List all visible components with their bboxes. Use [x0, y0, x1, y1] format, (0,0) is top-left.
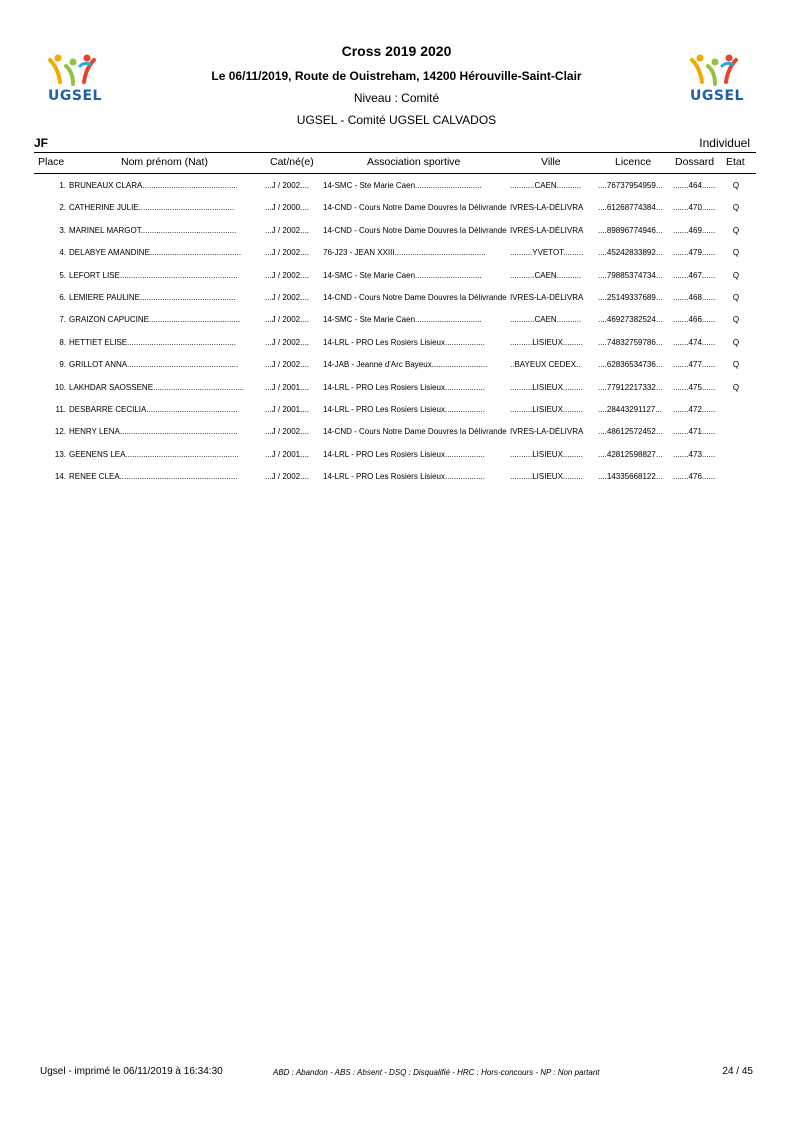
ugsel-logo-text: UGSEL — [48, 88, 102, 104]
row-category: ...J / 2002.... — [265, 293, 310, 302]
row-association: 14-JAB - Jeanne d'Arc Bayeux......................... — [323, 360, 488, 370]
row-association: 14-CND - Cours Notre Dame Douvres la Délivrande — [323, 293, 507, 302]
table-row — [0, 181, 793, 195]
row-licence: ....46927382524... — [598, 315, 663, 325]
table-row — [0, 338, 793, 352]
row-category: ...J / 2001.... — [265, 405, 310, 414]
col-ville: Ville — [541, 156, 561, 168]
row-city: ..........LISIEUX......... — [510, 449, 583, 459]
row-city: ...........CAEN........... — [510, 315, 582, 325]
row-city: ..........LISIEUX......... — [510, 382, 583, 392]
row-association: 14-LRL - PRO Les Rosiers Lisieux.................. — [323, 472, 485, 482]
row-association: 14-LRL - PRO Les Rosiers Lisieux.................. — [323, 337, 485, 347]
row-licence: ....42812598827... — [598, 449, 663, 459]
col-etat: Etat — [726, 156, 745, 168]
row-place: 10. — [54, 382, 66, 392]
row-name: GEENENS LEA................................................... — [69, 449, 239, 459]
row-category: ...J / 2001.... — [265, 382, 310, 392]
row-bib: .......476...... — [673, 472, 716, 482]
col-licence: Licence — [615, 156, 652, 168]
row-name: DELABYE AMANDINE......................................... — [69, 248, 242, 258]
row-place: 11. — [55, 405, 66, 414]
table-row — [0, 315, 793, 329]
row-city: ..BAYEUX CEDEX.. — [510, 360, 581, 370]
row-category: ...J / 2002.... — [265, 225, 310, 235]
row-name: DESBARRE CECILIA......................................... — [69, 405, 238, 414]
row-place: 14. — [54, 472, 66, 482]
row-place: 1. — [59, 181, 66, 190]
row-city: IVRES-LA-DÉLIVRA — [510, 203, 584, 213]
table-row — [0, 203, 793, 217]
row-status: Q — [732, 382, 740, 392]
row-bib: .......464...... — [673, 181, 716, 190]
row-status: Q — [732, 293, 740, 302]
row-city: IVRES-LA-DÉLIVRA — [510, 427, 584, 437]
row-category: ...J / 2001.... — [265, 449, 310, 459]
col-name: Nom prénom (Nat) — [121, 156, 208, 168]
row-city: ..........LISIEUX......... — [510, 405, 583, 414]
row-licence: ....14335668122... — [598, 472, 663, 482]
row-city: ..........LISIEUX......... — [510, 472, 583, 482]
row-city: IVRES-LA-DÉLIVRA — [510, 293, 584, 302]
row-association: 14-SMC - Ste Marie Caen.............................. — [323, 181, 482, 190]
row-association: 14-LRL - PRO Les Rosiers Lisieux.................. — [323, 405, 485, 414]
row-bib: .......466...... — [673, 315, 716, 325]
row-status: Q — [732, 360, 740, 370]
header-divider — [34, 152, 756, 153]
row-place: 7. — [59, 315, 66, 325]
row-name: HETTIET ELISE................................................. — [69, 337, 236, 347]
category-label: JF — [34, 136, 49, 150]
row-category: ...J / 2002.... — [265, 360, 310, 370]
table-row — [0, 248, 793, 262]
column-header-divider — [34, 173, 756, 174]
row-city: ..........YVETOT......... — [510, 248, 584, 258]
row-bib: .......469...... — [673, 225, 716, 235]
row-name: MARINEL MARGOT........................................... — [69, 225, 237, 235]
table-row — [0, 383, 793, 397]
row-name: HENRY LENA..................................................... — [69, 427, 238, 437]
col-dossard: Dossard — [675, 156, 715, 168]
row-status: Q — [732, 225, 740, 235]
print-timestamp: Ugsel - imprimé le 06/11/2019 à 16:34:30 — [40, 1066, 223, 1077]
row-category: ...J / 2002.... — [265, 427, 310, 437]
row-name: CATHERINE JULIE........................................... — [69, 203, 235, 213]
table-row — [0, 450, 793, 464]
col-place: Place — [38, 156, 65, 168]
row-place: 8. — [59, 337, 66, 347]
row-bib: .......467...... — [673, 270, 716, 280]
row-place: 13. — [54, 449, 66, 459]
row-category: ...J / 2002.... — [265, 337, 310, 347]
row-bib: .......474...... — [673, 337, 716, 347]
table-row — [0, 405, 793, 419]
ugsel-logo-text: UGSEL — [690, 88, 744, 104]
row-city: ..........LISIEUX......... — [510, 337, 583, 347]
row-place: 6. — [59, 293, 66, 302]
row-name: BRUNEAUX CLARA........................................... — [69, 181, 238, 190]
event-subtitle: Le 06/11/2019, Route de Ouistreham, 14200 Hérouville-Saint-Clair — [211, 69, 582, 83]
row-licence: ....45242833892... — [598, 248, 663, 258]
row-licence: ....28443291127... — [598, 405, 662, 414]
row-bib: .......479...... — [673, 248, 716, 258]
row-status: Q — [732, 248, 740, 258]
row-bib: .......477...... — [673, 360, 716, 370]
type-label: Individuel — [699, 136, 750, 150]
row-category: ...J / 2000.... — [265, 203, 310, 213]
row-place: 12. — [54, 427, 66, 437]
row-status: Q — [732, 337, 740, 347]
row-licence: ....61268774384... — [598, 203, 663, 213]
row-status: Q — [732, 181, 740, 190]
table-row — [0, 427, 793, 441]
row-licence: ....74832759786... — [598, 337, 663, 347]
row-status: Q — [732, 203, 740, 213]
abbreviation-legend: ABD : Abandon - ABS : Absent - DSQ : Disqualifié - HRC : Hors-concours - NP : Non partant — [273, 1068, 600, 1077]
comite-label: UGSEL - Comité UGSEL CALVADOS — [296, 113, 497, 127]
row-association: 14-LRL - PRO Les Rosiers Lisieux.................. — [323, 382, 485, 392]
row-city: IVRES-LA-DÉLIVRA — [510, 225, 584, 235]
row-place: 3. — [59, 225, 66, 235]
row-association: 14-CND - Cours Notre Dame Douvres la Délivrande — [323, 225, 507, 235]
table-row — [0, 271, 793, 285]
row-association: 14-CND - Cours Notre Dame Douvres la Délivrande — [323, 427, 507, 437]
row-licence: ....79885374734... — [598, 270, 663, 280]
row-licence: ....89896774946... — [598, 225, 663, 235]
row-association: 14-LRL - PRO Les Rosiers Lisieux.................. — [323, 449, 485, 459]
row-bib: .......471...... — [673, 427, 716, 437]
row-place: 4. — [59, 248, 66, 258]
row-category: ...J / 2002.... — [265, 248, 310, 258]
row-licence: ....48612572452... — [598, 427, 663, 437]
col-assoc: Association sportive — [367, 156, 461, 168]
row-city: ...........CAEN........... — [510, 270, 582, 280]
row-association: 14-SMC - Ste Marie Caen.............................. — [323, 315, 482, 325]
row-association: 14-SMC - Ste Marie Caen.............................. — [323, 270, 482, 280]
row-category: ...J / 2002.... — [265, 315, 310, 325]
row-category: ...J / 2002.... — [265, 181, 310, 190]
row-association: 14-CND - Cours Notre Dame Douvres la Délivrande — [323, 203, 507, 213]
row-bib: .......472...... — [673, 405, 716, 414]
row-place: 5. — [59, 270, 66, 280]
row-name: GRAIZON CAPUCINE......................................... — [69, 315, 241, 325]
row-status: Q — [732, 270, 740, 280]
table-row — [0, 472, 793, 486]
row-bib: .......473...... — [673, 449, 716, 459]
row-name: LAKHDAR SAOSSENE......................................... — [69, 382, 245, 392]
row-association: 76-J23 - JEAN XXIII......................................... — [323, 248, 486, 258]
page-title: Cross 2019 2020 — [341, 43, 452, 59]
table-row — [0, 293, 793, 307]
row-place: 9. — [59, 360, 66, 370]
table-row — [0, 226, 793, 240]
row-bib: .......475...... — [673, 382, 716, 392]
row-licence: ....76737954959... — [598, 181, 663, 190]
table-row — [0, 360, 793, 374]
row-name: LEFORT LISE..................................................... — [69, 270, 238, 280]
row-category: ...J / 2002.... — [265, 472, 310, 482]
row-licence: ....77912217332... — [598, 382, 663, 392]
row-city: ...........CAEN........... — [510, 181, 582, 190]
page-number: 24 / 45 — [722, 1066, 753, 1077]
row-licence: ....25149337689... — [598, 293, 663, 302]
row-bib: .......470...... — [673, 203, 716, 213]
row-licence: ....62836534736... — [598, 360, 663, 370]
row-name: RENEE CLEA..................................................... — [69, 472, 238, 482]
row-name: GRILLOT ANNA.................................................. — [69, 360, 239, 370]
row-bib: .......468...... — [673, 293, 716, 302]
row-place: 2. — [59, 203, 66, 213]
row-status: Q — [732, 315, 740, 325]
row-category: ...J / 2002.... — [265, 270, 310, 280]
level-label: Niveau : Comité — [353, 91, 440, 105]
col-cat: Cat/né(e) — [270, 156, 314, 168]
row-name: LEMIERE PAULINE........................................... — [69, 293, 236, 302]
